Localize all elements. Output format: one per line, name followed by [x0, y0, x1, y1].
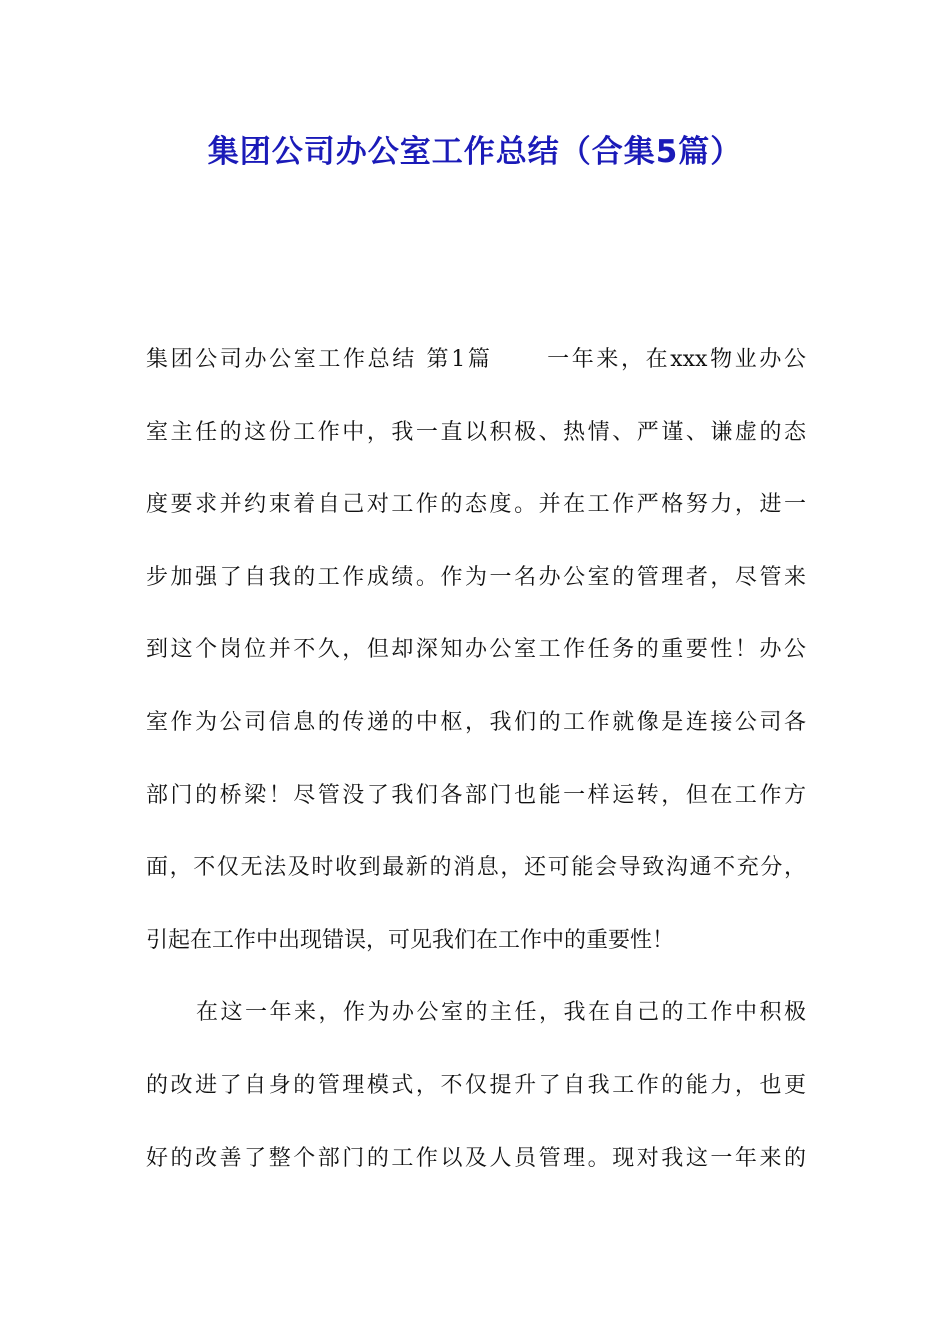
paragraph-line: 面，不仅无法及时收到最新的消息，还可能会导致沟通不充分， [146, 855, 806, 881]
paragraph-line: 到这个岗位并不久，但却深知办公室工作任务的重要性！办公 [146, 637, 806, 663]
paragraph-line: 的改进了自身的管理模式，不仅提升了自我工作的能力，也更 [146, 1072, 806, 1098]
section-heading: 集团公司办公室工作总结 第1篇 [146, 347, 493, 372]
paragraph-line: 步加强了自我的工作成绩。作为一名办公室的管理者，尽管来 [146, 564, 806, 590]
paragraph-line [146, 336, 806, 409]
document-body [146, 336, 806, 1207]
paragraph-line: 室作为公司信息的传递的中枢，我们的工作就像是连接公司各 [146, 709, 806, 735]
paragraph-line: 好的改善了整个部门的工作以及人员管理。现对我这一年来的 [146, 1145, 806, 1171]
paragraph-line: 度要求并约束着自己对工作的态度。并在工作严格努力，进一 [146, 492, 806, 518]
paragraph-line: 引起在工作中出现错误，可见我们在工作中的重要性！ [146, 927, 675, 953]
line-text: 一年来，在xxx物业办公 [544, 347, 806, 372]
paragraph-line: 室主任的这份工作中，我一直以积极、热情、严谨、谦虚的态 [146, 419, 806, 445]
paragraph-line: 部门的桥梁！尽管没了我们各部门也能一样运转，但在工作方 [146, 782, 806, 808]
document-title: 集团公司办公室工作总结（合集5篇） [207, 134, 743, 170]
paragraph-line: 在这一年来，作为办公室的主任，我在自己的工作中积极 [196, 1000, 806, 1026]
